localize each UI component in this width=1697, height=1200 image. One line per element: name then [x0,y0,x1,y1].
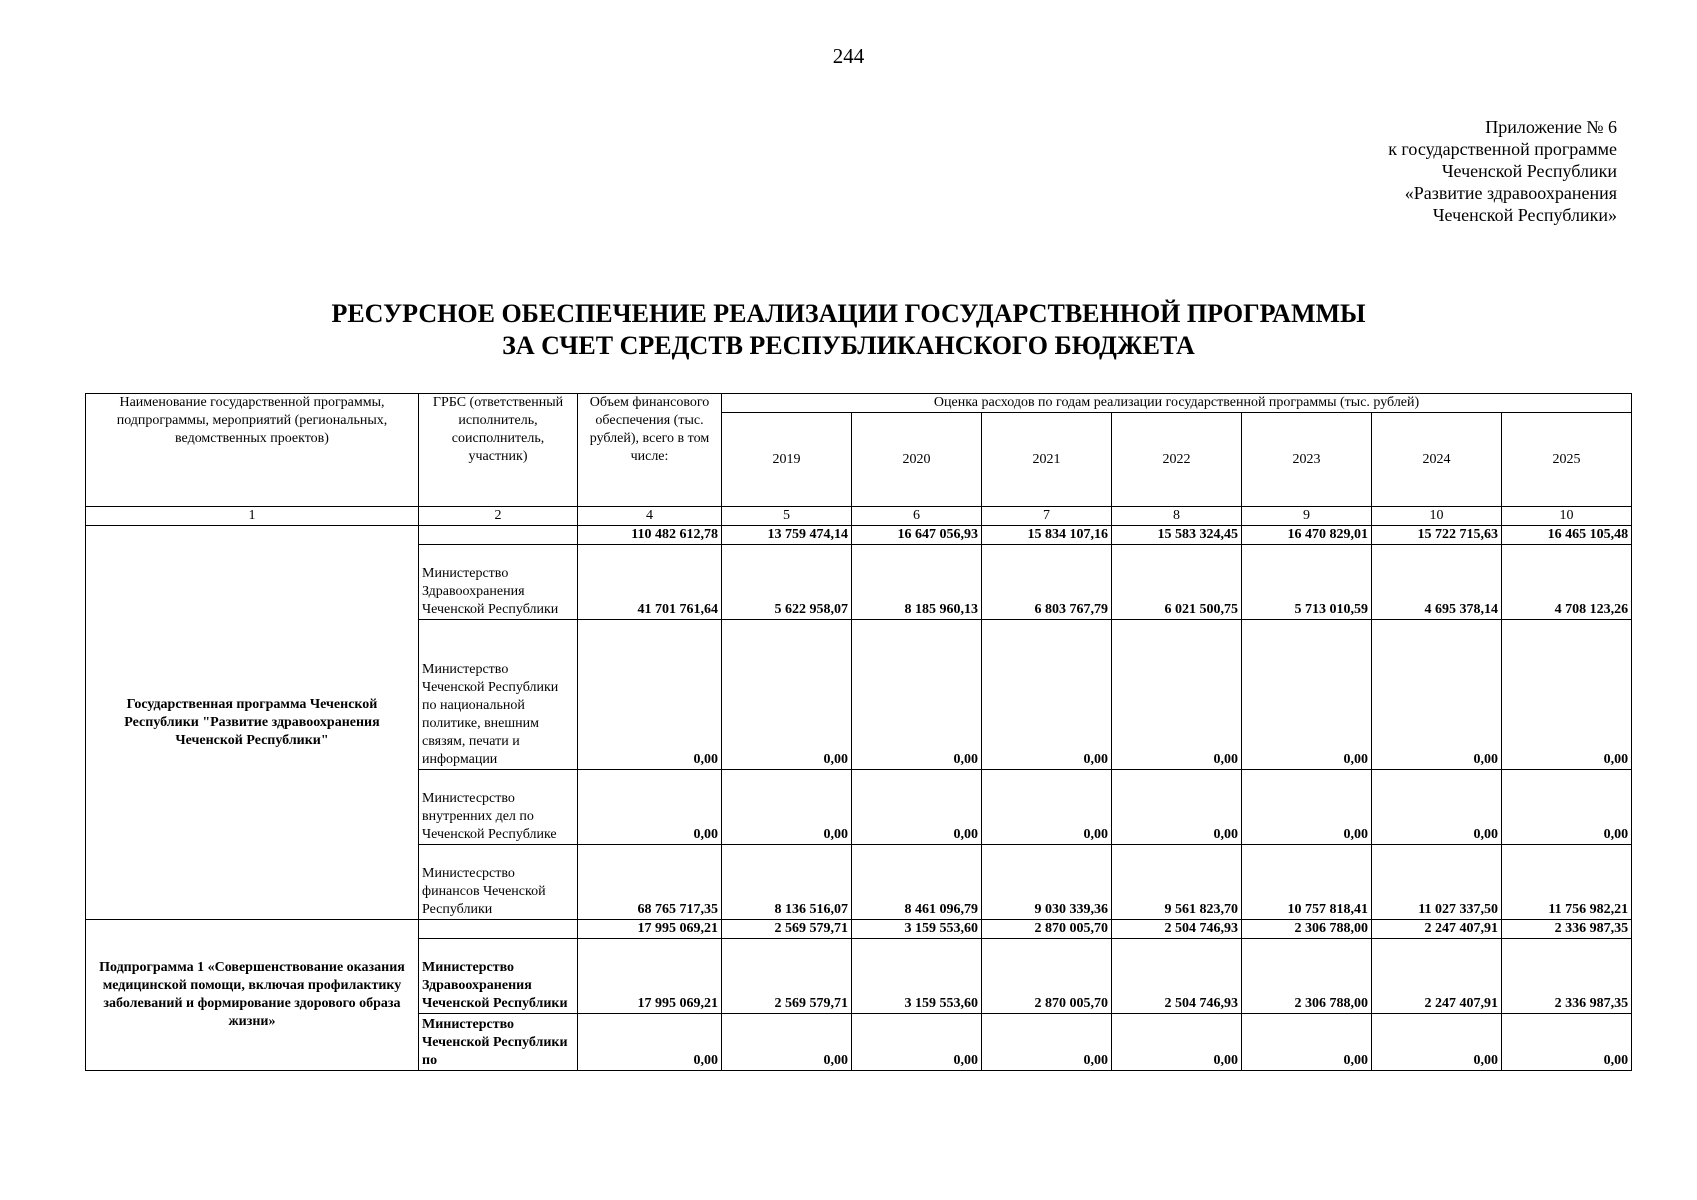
row-value: 11 027 337,50 [1372,845,1502,920]
row-value: 17 995 069,21 [578,939,722,1014]
subprogram-total-value: 3 159 553,60 [852,920,982,939]
header-year: 2021 [982,413,1112,507]
row-value: 0,00 [1242,620,1372,770]
row-value: 0,00 [982,770,1112,845]
row-value: 0,00 [1112,620,1242,770]
header-year: 2024 [1372,413,1502,507]
row-value: 0,00 [1502,770,1632,845]
column-number: 4 [578,507,722,526]
header-name: Наименование государственной программы, подпрограммы, мероприятий (региональных, ведомственных проектов) [86,394,419,507]
row-value: 0,00 [982,1014,1112,1071]
row-value: 0,00 [982,620,1112,770]
row-value: 0,00 [1502,620,1632,770]
header-year: 2020 [852,413,982,507]
program-total-value: 16 470 829,01 [1242,526,1372,545]
appendix-note [1388,116,1617,226]
header-year: 2022 [1112,413,1242,507]
column-number: 10 [1502,507,1632,526]
org-name: Министерство Чеченской Республики по национальной политике, внешним связям, печати и информации [419,620,578,770]
program-total-value: 13 759 474,14 [722,526,852,545]
row-value: 0,00 [852,770,982,845]
program-total-org [419,526,578,545]
row-value: 4 708 123,26 [1502,545,1632,620]
row-value: 0,00 [1502,1014,1632,1071]
column-number: 1 [86,507,419,526]
row-value: 5 622 958,07 [722,545,852,620]
row-value: 0,00 [578,770,722,845]
row-value: 2 336 987,35 [1502,939,1632,1014]
subprogram-total-value: 2 569 579,71 [722,920,852,939]
org-name: Министерство Здравоохранения Чеченской Республики [419,939,578,1014]
resource-table [85,393,1632,1071]
subprogram-total-value: 2 306 788,00 [1242,920,1372,939]
column-number: 7 [982,507,1112,526]
row-value: 0,00 [722,770,852,845]
subprogram-total-org [419,920,578,939]
subprogram-total-value: 2 247 407,91 [1372,920,1502,939]
page-number: 244 [832,44,865,68]
appendix-line: Приложение № 6 [1485,117,1617,137]
subprogram-total-row [86,920,1632,939]
column-number: 8 [1112,507,1242,526]
row-value: 2 870 005,70 [982,939,1112,1014]
appendix-line: Чеченской Республики [1441,161,1617,181]
row-value: 2 306 788,00 [1242,939,1372,1014]
row-value: 0,00 [722,620,852,770]
program-total-value: 16 647 056,93 [852,526,982,545]
row-value: 0,00 [1372,1014,1502,1071]
row-value: 0,00 [1372,770,1502,845]
subprogram-name: Подпрограмма 1 «Совершенствование оказания медицинской помощи, включая профилактику заболеваний и формирование здорового образа жизни» [86,920,419,1071]
row-value: 41 701 761,64 [578,545,722,620]
header-year: 2023 [1242,413,1372,507]
subprogram-total-value: 17 995 069,21 [578,920,722,939]
header-years-group: Оценка расходов по годам реализации государственной программы (тыс. рублей) [722,394,1632,413]
column-number: 10 [1372,507,1502,526]
program-total-value: 15 583 324,45 [1112,526,1242,545]
appendix-line: «Развитие здравоохранения [1404,183,1617,203]
header-year: 2025 [1502,413,1632,507]
program-total-value: 110 482 612,78 [578,526,722,545]
column-number: 9 [1242,507,1372,526]
column-number: 2 [419,507,578,526]
appendix-line: Чеченской Республики» [1432,205,1617,225]
row-value: 0,00 [578,620,722,770]
row-value: 2 569 579,71 [722,939,852,1014]
row-value: 0,00 [578,1014,722,1071]
program-total-value: 15 722 715,63 [1372,526,1502,545]
document-title [0,298,1697,362]
row-value: 10 757 818,41 [1242,845,1372,920]
header-year: 2019 [722,413,852,507]
row-value: 0,00 [852,1014,982,1071]
row-value: 2 247 407,91 [1372,939,1502,1014]
program-total-row [86,526,1632,545]
subprogram-total-value: 2 504 746,93 [1112,920,1242,939]
header-row [86,394,1632,413]
row-value: 6 021 500,75 [1112,545,1242,620]
row-value: 3 159 553,60 [852,939,982,1014]
row-value: 11 756 982,21 [1502,845,1632,920]
row-value: 4 695 378,14 [1372,545,1502,620]
header-volume: Объем финансового обеспечения (тыс. рублей), всего в том числе: [578,394,722,507]
row-value: 2 504 746,93 [1112,939,1242,1014]
program-name: Государственная программа Чеченской Республики "Развитие здравоохранения Чеченской Республики" [86,526,419,920]
program-total-value: 15 834 107,16 [982,526,1112,545]
row-value: 0,00 [1112,1014,1242,1071]
row-value: 8 461 096,79 [852,845,982,920]
column-number: 5 [722,507,852,526]
row-value: 0,00 [1242,1014,1372,1071]
appendix-line: к государственной программе [1388,139,1617,159]
row-value: 0,00 [722,1014,852,1071]
header-grbs: ГРБС (ответственный исполнитель, соисполнитель, участник) [419,394,578,507]
title-line: РЕСУРСНОЕ ОБЕСПЕЧЕНИЕ РЕАЛИЗАЦИИ ГОСУДАРСТВЕННОЙ ПРОГРАММЫ [331,299,1366,328]
column-number: 6 [852,507,982,526]
row-value: 0,00 [1372,620,1502,770]
row-value: 0,00 [852,620,982,770]
row-value: 6 803 767,79 [982,545,1112,620]
row-value: 0,00 [1242,770,1372,845]
org-name: Министесрство внутренних дел по Чеченской Республике [419,770,578,845]
org-name: Министерство Чеченской Республики по [419,1014,578,1071]
column-number-row [86,507,1632,526]
org-name: Министесрство финансов Чеченской Республики [419,845,578,920]
title-line: ЗА СЧЕТ СРЕДСТВ РЕСПУБЛИКАНСКОГО БЮДЖЕТА [502,331,1195,360]
row-value: 8 185 960,13 [852,545,982,620]
row-value: 9 561 823,70 [1112,845,1242,920]
subprogram-total-value: 2 870 005,70 [982,920,1112,939]
row-value: 8 136 516,07 [722,845,852,920]
subprogram-total-value: 2 336 987,35 [1502,920,1632,939]
row-value: 68 765 717,35 [578,845,722,920]
row-value: 9 030 339,36 [982,845,1112,920]
program-total-value: 16 465 105,48 [1502,526,1632,545]
row-value: 0,00 [1112,770,1242,845]
row-value: 5 713 010,59 [1242,545,1372,620]
org-name: Министерство Здравоохранения Чеченской Республики [419,545,578,620]
